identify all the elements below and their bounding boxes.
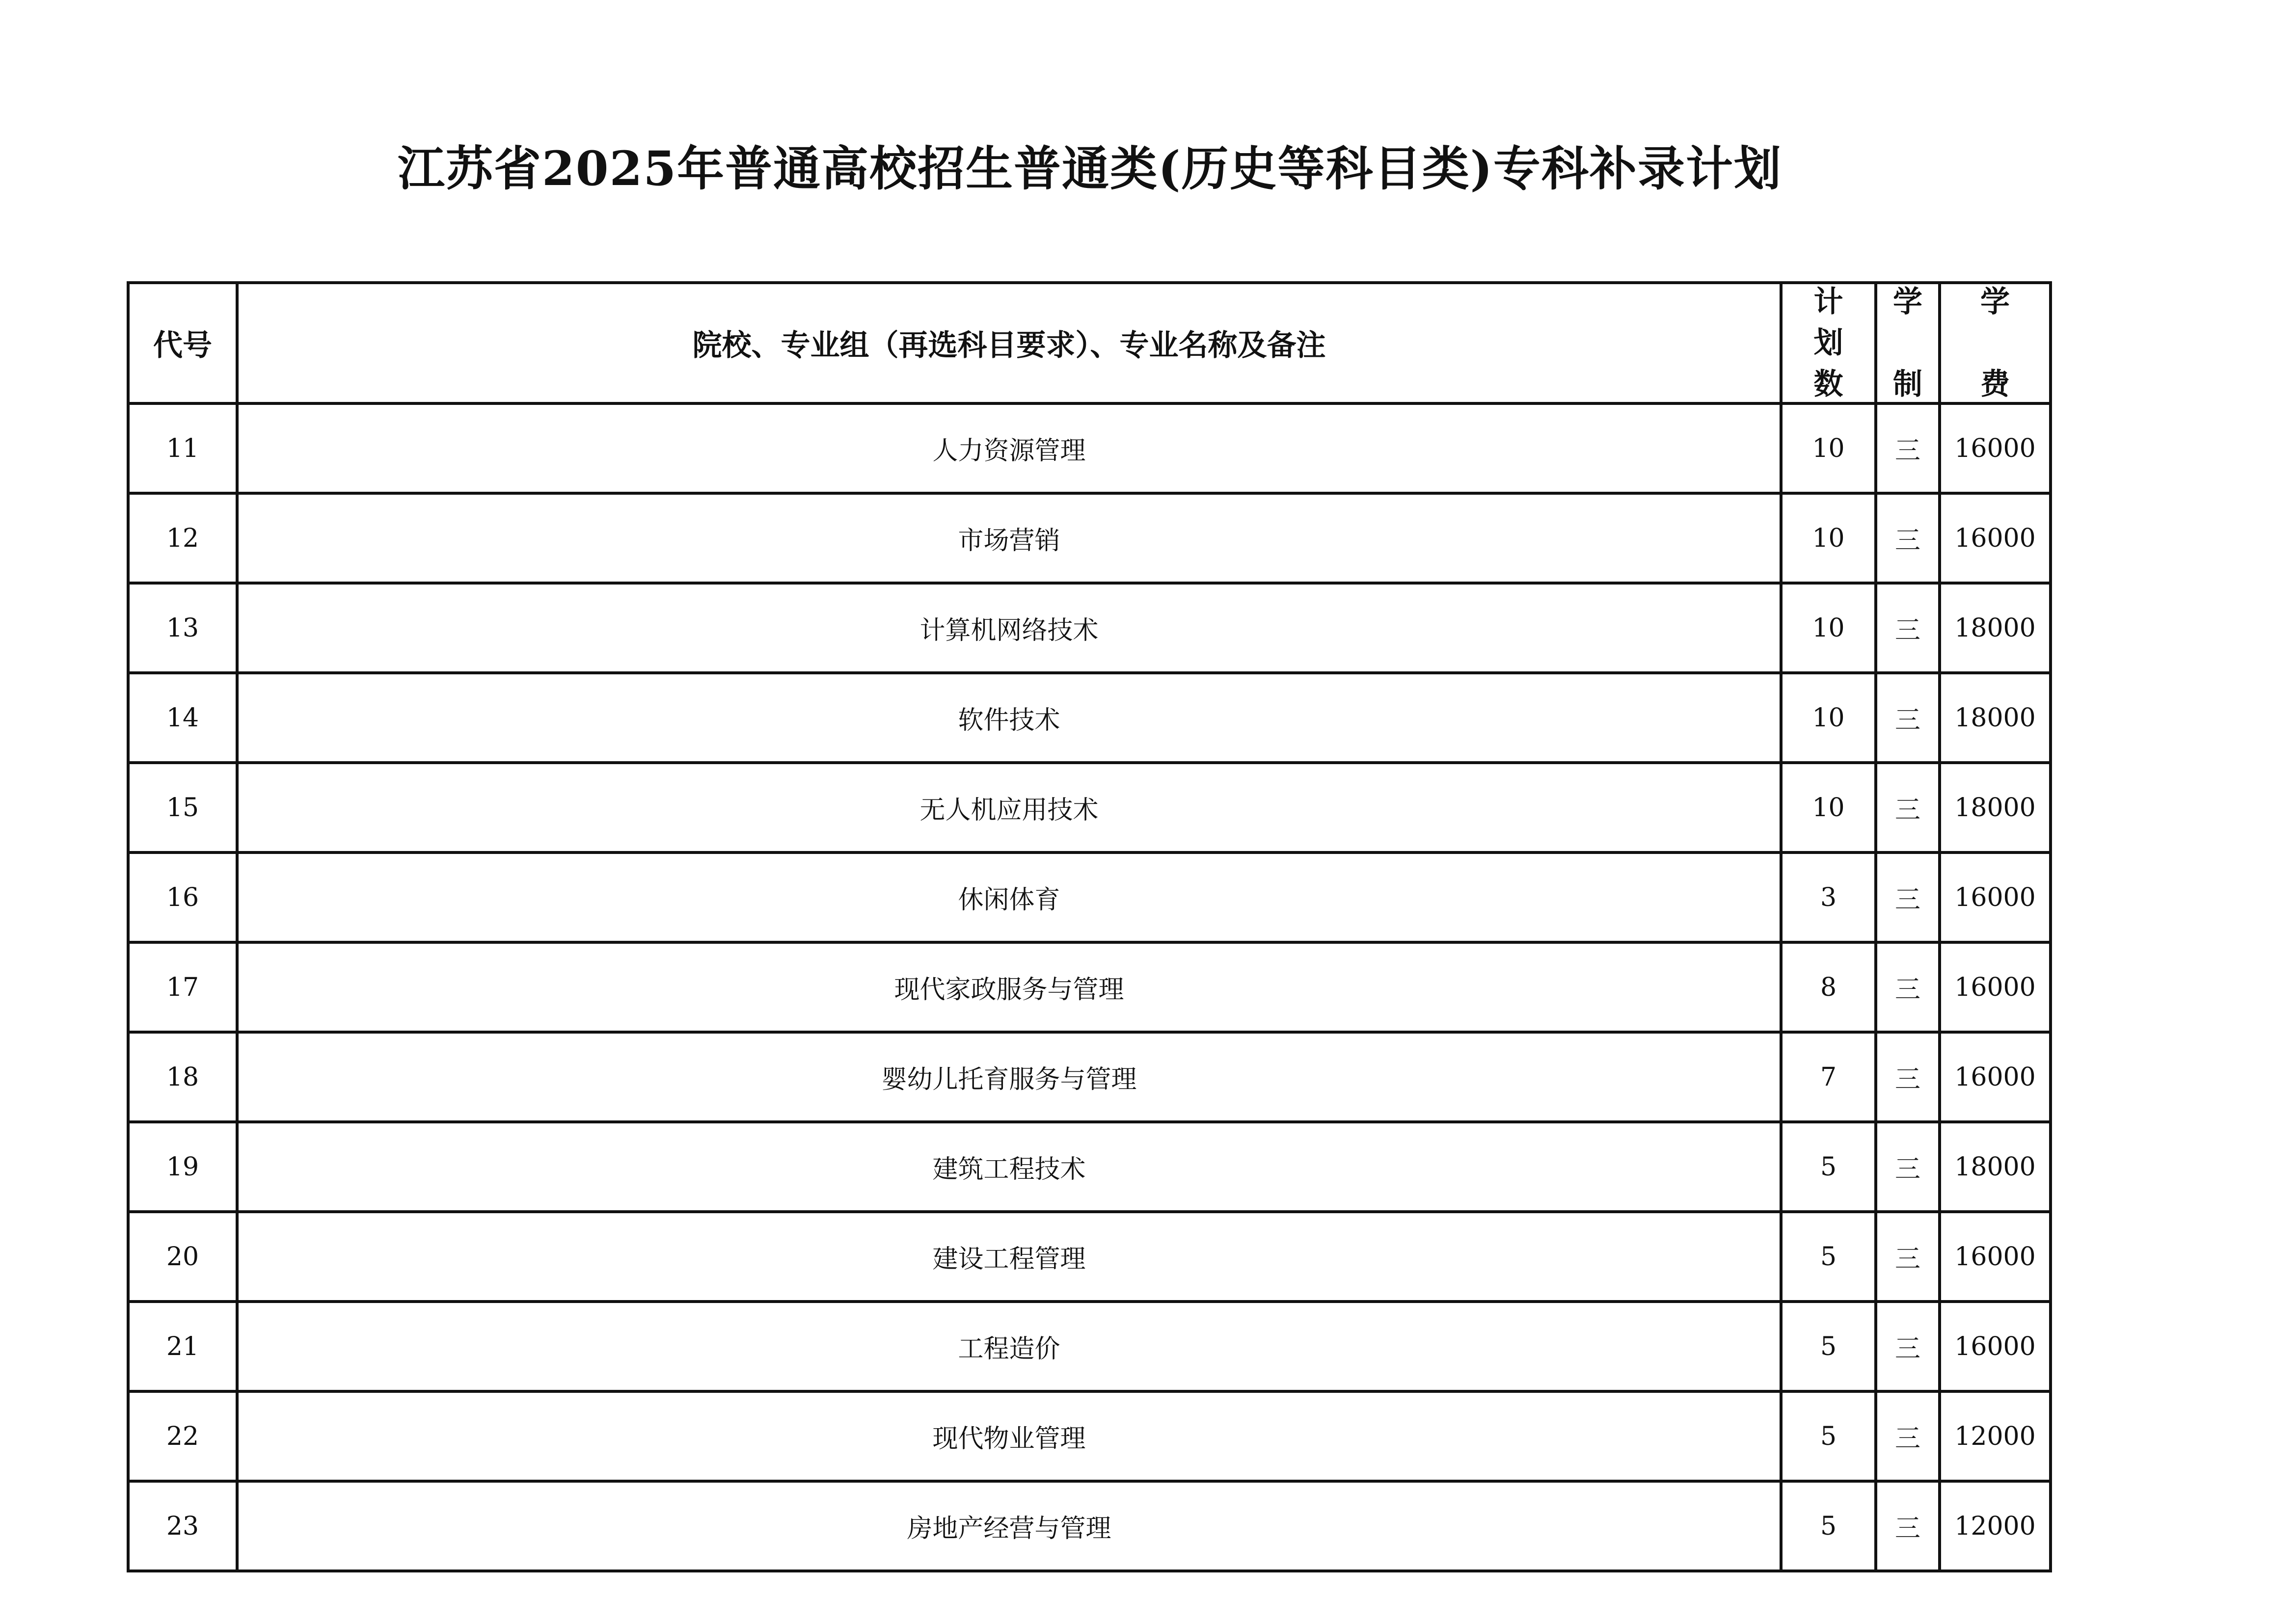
- table-row: [128, 942, 2051, 1032]
- header-duration: [1876, 283, 1940, 403]
- cell-fee: 18000: [1940, 1122, 2051, 1212]
- cell-code: 19: [128, 1122, 237, 1212]
- cell-name: 无人机应用技术: [237, 763, 1781, 852]
- cell-fee: 18000: [1940, 763, 2051, 852]
- header-duration-char: 制: [1893, 367, 1922, 401]
- cell-name: 休闲体育: [237, 852, 1781, 942]
- cell-duration: 三: [1876, 583, 1940, 673]
- cell-fee: 18000: [1940, 673, 2051, 763]
- cell-duration: 三: [1876, 1032, 1940, 1122]
- header-plan-char: 划: [1813, 326, 1843, 360]
- table-header-row: [128, 283, 2051, 403]
- cell-plan: 10: [1781, 493, 1876, 583]
- table-row: [128, 1032, 2051, 1122]
- cell-duration: 三: [1876, 852, 1940, 942]
- cell-fee: 16000: [1940, 1212, 2051, 1302]
- cell-code: 11: [128, 403, 237, 493]
- cell-plan: 3: [1781, 852, 1876, 942]
- cell-plan: 5: [1781, 1391, 1876, 1481]
- header-fee: [1940, 283, 2051, 403]
- cell-plan: 10: [1781, 403, 1876, 493]
- cell-code: 16: [128, 852, 237, 942]
- cell-code: 20: [128, 1212, 237, 1302]
- cell-plan: 5: [1781, 1481, 1876, 1571]
- cell-name: 建筑工程技术: [237, 1122, 1781, 1212]
- cell-fee: 16000: [1940, 403, 2051, 493]
- table-row: [128, 1391, 2051, 1481]
- cell-duration: 三: [1876, 1122, 1940, 1212]
- cell-plan: 5: [1781, 1212, 1876, 1302]
- cell-fee: 16000: [1940, 942, 2051, 1032]
- cell-code: 15: [128, 763, 237, 852]
- cell-name: 现代家政服务与管理: [237, 942, 1781, 1032]
- cell-duration: 三: [1876, 763, 1940, 852]
- cell-plan: 10: [1781, 583, 1876, 673]
- header-duration-char: 学: [1893, 285, 1922, 319]
- cell-duration: 三: [1876, 1391, 1940, 1481]
- table-row: [128, 583, 2051, 673]
- table-row: [128, 1481, 2051, 1571]
- cell-name: 软件技术: [237, 673, 1781, 763]
- cell-code: 12: [128, 493, 237, 583]
- cell-plan: 10: [1781, 763, 1876, 852]
- header-code: 代号: [128, 283, 237, 403]
- table-row: [128, 1302, 2051, 1391]
- cell-fee: 16000: [1940, 493, 2051, 583]
- cell-name: 市场营销: [237, 493, 1781, 583]
- cell-duration: 三: [1876, 1302, 1940, 1391]
- cell-fee: 12000: [1940, 1481, 2051, 1571]
- cell-fee: 16000: [1940, 1032, 2051, 1122]
- cell-duration: 三: [1876, 942, 1940, 1032]
- cell-name: 婴幼儿托育服务与管理: [237, 1032, 1781, 1122]
- cell-code: 18: [128, 1032, 237, 1122]
- cell-duration: 三: [1876, 673, 1940, 763]
- cell-name: 建设工程管理: [237, 1212, 1781, 1302]
- cell-duration: 三: [1876, 1481, 1940, 1571]
- cell-plan: 10: [1781, 673, 1876, 763]
- table-row: [128, 763, 2051, 852]
- table-row: [128, 1122, 2051, 1212]
- cell-name: 现代物业管理: [237, 1391, 1781, 1481]
- cell-duration: 三: [1876, 493, 1940, 583]
- cell-code: 14: [128, 673, 237, 763]
- cell-fee: 16000: [1940, 852, 2051, 942]
- table-row: [128, 673, 2051, 763]
- cell-code: 22: [128, 1391, 237, 1481]
- header-plan-char: 数: [1813, 367, 1843, 401]
- cell-name: 计算机网络技术: [237, 583, 1781, 673]
- cell-name: 人力资源管理: [237, 403, 1781, 493]
- cell-duration: 三: [1876, 1212, 1940, 1302]
- cell-duration: 三: [1876, 403, 1940, 493]
- header-fee-char: 费: [1980, 367, 2010, 401]
- header-fee-char: 学: [1980, 285, 2010, 319]
- table-row: [128, 852, 2051, 942]
- cell-fee: 18000: [1940, 583, 2051, 673]
- table-row: [128, 1212, 2051, 1302]
- table-row: [128, 403, 2051, 493]
- header-plan-char: 计: [1813, 285, 1843, 319]
- cell-name: 房地产经营与管理: [237, 1481, 1781, 1571]
- cell-plan: 7: [1781, 1032, 1876, 1122]
- cell-code: 13: [128, 583, 237, 673]
- cell-plan: 5: [1781, 1302, 1876, 1391]
- page-title: 江苏省2025年普通高校招生普通类(历史等科目类)专科补录计划: [397, 141, 1783, 196]
- header-name: 院校、专业组（再选科目要求）、专业名称及备注: [237, 283, 1781, 403]
- cell-name: 工程造价: [237, 1302, 1781, 1391]
- cell-code: 17: [128, 942, 237, 1032]
- table-row: [128, 493, 2051, 583]
- cell-fee: 16000: [1940, 1302, 2051, 1391]
- cell-code: 21: [128, 1302, 237, 1391]
- enrollment-plan-table: [127, 281, 2052, 1572]
- cell-plan: 5: [1781, 1122, 1876, 1212]
- cell-fee: 12000: [1940, 1391, 2051, 1481]
- cell-plan: 8: [1781, 942, 1876, 1032]
- header-plan: [1781, 283, 1876, 403]
- cell-code: 23: [128, 1481, 237, 1571]
